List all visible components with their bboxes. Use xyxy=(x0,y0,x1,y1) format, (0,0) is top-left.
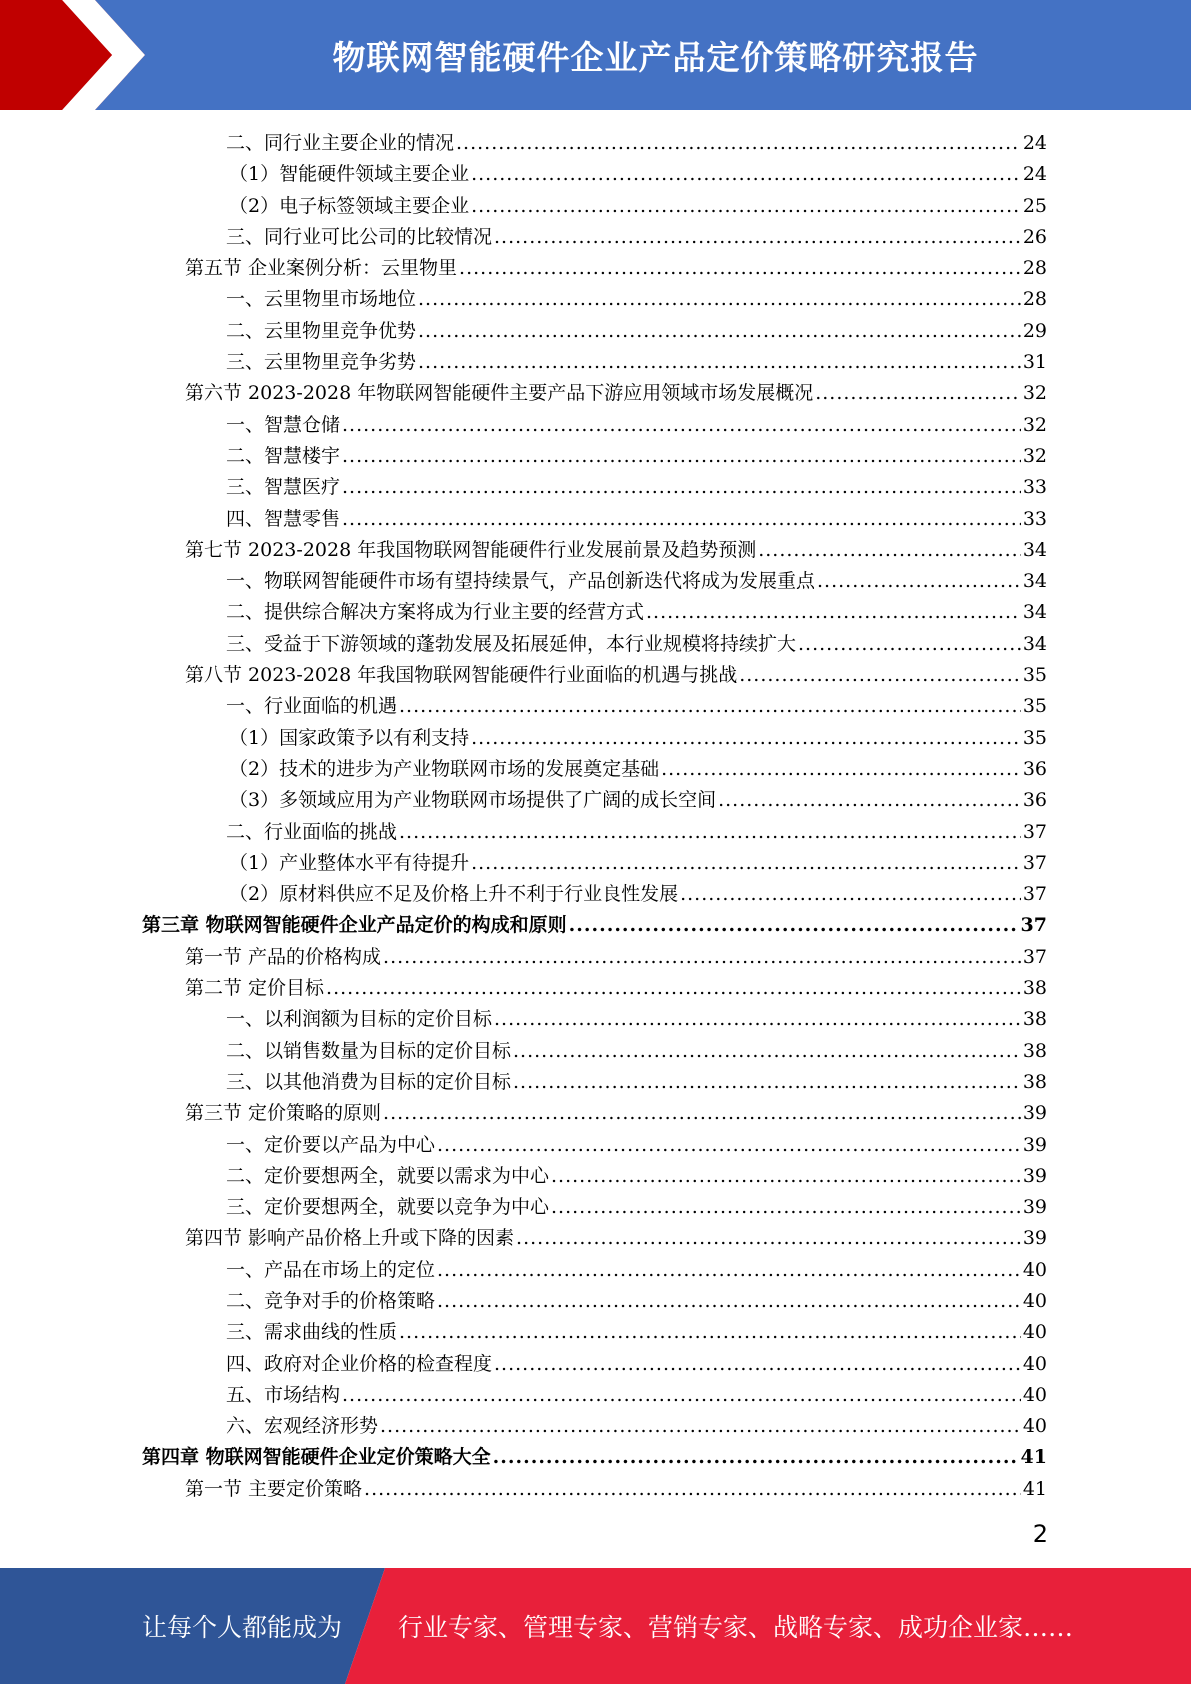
toc-dot-leader xyxy=(418,284,1021,315)
toc-dot-leader xyxy=(798,629,1021,660)
toc-entry-label: 三、定价要想两全，就要以竞争为中心 xyxy=(226,1196,550,1219)
toc-dot-leader xyxy=(459,253,1021,284)
toc-entry-label: 第一节 主要定价策略 xyxy=(185,1477,363,1500)
toc-entry[interactable] xyxy=(226,1317,1047,1348)
toc-entry-page: 35 xyxy=(1022,695,1047,718)
toc-entry-page: 41 xyxy=(1020,1446,1047,1469)
toc-entry-label: 第七节 2023-2028 年我国物联网智能硬件行业发展前景及趋势预测 xyxy=(185,538,757,561)
toc-entry-label: 二、定价要想两全，就要以需求为中心 xyxy=(226,1164,550,1187)
toc-entry-page: 41 xyxy=(1022,1477,1047,1500)
toc-dot-leader xyxy=(456,128,1021,159)
toc-dot-leader xyxy=(342,410,1021,441)
toc-entry-label: 三、受益于下游领域的蓬勃发展及拓展延伸，本行业规模将持续扩大 xyxy=(226,632,797,655)
toc-entry-page: 37 xyxy=(1022,820,1047,843)
toc-entry-label: 三、同行业可比公司的比较情况 xyxy=(226,225,493,248)
toc-entry-page: 32 xyxy=(1022,413,1047,436)
toc-entry-page: 34 xyxy=(1022,570,1047,593)
toc-entry-label: （3）多领域应用为产业物联网市场提供了广阔的成长空间 xyxy=(229,789,717,812)
toc-entry[interactable] xyxy=(226,504,1047,535)
toc-entry-label: 三、智慧医疗 xyxy=(226,476,341,499)
toc-entry[interactable] xyxy=(229,191,1047,222)
toc-entry-label: 二、提供综合解决方案将成为行业主要的经营方式 xyxy=(226,601,645,624)
toc-entry-page: 35 xyxy=(1022,664,1047,687)
toc-entry[interactable] xyxy=(226,1067,1047,1098)
toc-entry-page: 40 xyxy=(1022,1352,1047,1375)
toc-entry-label: 一、云里物里市场地位 xyxy=(226,288,417,311)
toc-entry-page: 38 xyxy=(1022,1070,1047,1093)
table-of-contents xyxy=(0,128,1191,1505)
toc-entry-label: （1）智能硬件领域主要企业 xyxy=(229,163,470,186)
toc-entry[interactable] xyxy=(226,629,1047,660)
toc-dot-leader xyxy=(513,1036,1021,1067)
toc-entry-label: 一、行业面临的机遇 xyxy=(226,695,398,718)
toc-entry-label: 六、宏观经济形势 xyxy=(226,1415,379,1438)
toc-entry-label: 二、以销售数量为目标的定价目标 xyxy=(226,1039,512,1062)
toc-entry-page: 40 xyxy=(1022,1383,1047,1406)
toc-entry[interactable] xyxy=(229,723,1047,754)
toc-entry[interactable] xyxy=(226,691,1047,722)
toc-entry[interactable] xyxy=(185,660,1047,691)
toc-entry-page: 39 xyxy=(1022,1102,1047,1125)
toc-dot-leader xyxy=(718,785,1021,816)
toc-entry-page: 24 xyxy=(1022,132,1047,154)
toc-entry-label: 第二节 定价目标 xyxy=(185,977,325,1000)
toc-entry-label: 三、需求曲线的性质 xyxy=(226,1321,398,1344)
toc-entry[interactable] xyxy=(185,1098,1047,1129)
toc-entry[interactable] xyxy=(142,1442,1047,1473)
toc-entry-label: （2）技术的进步为产业物联网市场的发展奠定基础 xyxy=(229,757,660,780)
toc-dot-leader xyxy=(383,942,1021,973)
toc-entry-page: 34 xyxy=(1022,601,1047,624)
toc-entry-page: 28 xyxy=(1022,257,1047,280)
toc-entry[interactable] xyxy=(226,1349,1047,1380)
toc-entry[interactable] xyxy=(226,1286,1047,1317)
toc-dot-leader xyxy=(680,879,1021,910)
toc-entry-label: 一、以利润额为目标的定价目标 xyxy=(226,1008,493,1031)
toc-entry[interactable] xyxy=(185,942,1047,973)
toc-dot-leader xyxy=(437,1130,1021,1161)
toc-entry-page: 25 xyxy=(1022,194,1047,217)
toc-dot-leader xyxy=(342,472,1021,503)
toc-dot-leader xyxy=(471,723,1021,754)
toc-entry-page: 33 xyxy=(1022,507,1047,530)
toc-entry-page: 34 xyxy=(1022,632,1047,655)
toc-dot-leader xyxy=(418,347,1021,378)
toc-entry[interactable] xyxy=(226,222,1047,253)
toc-entry-page: 29 xyxy=(1022,319,1047,342)
toc-dot-leader xyxy=(399,817,1021,848)
footer-band xyxy=(0,1568,1191,1684)
page-number: 2 xyxy=(1032,1520,1048,1548)
toc-entry-label: 四、智慧零售 xyxy=(226,507,341,530)
toc-entry-label: （1）产业整体水平有待提升 xyxy=(229,851,470,874)
toc-entry-label: （1）国家政策予以有利支持 xyxy=(229,726,470,749)
toc-entry[interactable] xyxy=(229,848,1047,879)
toc-entry-label: 第四章 物联网智能硬件企业定价策略大全 xyxy=(142,1446,491,1469)
toc-dot-leader xyxy=(418,316,1021,347)
toc-entry-label: （2）原材料供应不足及价格上升不利于行业良性发展 xyxy=(229,883,679,906)
toc-entry-label: （2）电子标签领域主要企业 xyxy=(229,194,470,217)
toc-entry-label: 第三节 定价策略的原则 xyxy=(185,1102,382,1125)
toc-entry-page: 40 xyxy=(1022,1415,1047,1438)
toc-entry-label: 三、云里物里竞争劣势 xyxy=(226,351,417,374)
toc-entry[interactable] xyxy=(226,472,1047,503)
toc-dot-leader xyxy=(494,1004,1021,1035)
toc-dot-leader xyxy=(399,691,1021,722)
footer-slogan-left: 让每个人都能成为 xyxy=(142,1613,343,1642)
toc-entry-label: 五、市场结构 xyxy=(226,1383,341,1406)
toc-entry-label: 二、智慧楼宇 xyxy=(226,444,341,467)
toc-dot-leader xyxy=(380,1411,1021,1442)
toc-entry[interactable] xyxy=(226,1161,1047,1192)
toc-dot-leader xyxy=(739,660,1021,691)
toc-dot-leader xyxy=(551,1161,1021,1192)
toc-entry[interactable] xyxy=(226,1130,1047,1161)
toc-entry-page: 39 xyxy=(1022,1227,1047,1250)
toc-entry-page: 37 xyxy=(1020,914,1047,937)
toc-dot-leader xyxy=(569,910,1019,941)
toc-dot-leader xyxy=(326,973,1021,1004)
toc-dot-leader xyxy=(471,191,1021,222)
toc-dot-leader xyxy=(364,1474,1021,1505)
footer-slogan-right: 行业专家、管理专家、营销专家、战略专家、成功企业家…… xyxy=(398,1613,1074,1642)
header-chevron-decoration xyxy=(0,0,160,110)
toc-entry-page: 40 xyxy=(1022,1258,1047,1281)
toc-entry[interactable] xyxy=(226,128,1047,159)
toc-entry-label: 一、智慧仓储 xyxy=(226,413,341,436)
toc-entry[interactable] xyxy=(226,1380,1047,1411)
toc-entry[interactable] xyxy=(142,910,1047,941)
toc-entry[interactable] xyxy=(229,785,1047,816)
toc-entry-label: 第一节 产品的价格构成 xyxy=(185,945,382,968)
toc-entry[interactable] xyxy=(226,1004,1047,1035)
toc-entry-page: 39 xyxy=(1022,1164,1047,1187)
toc-entry[interactable] xyxy=(229,754,1047,785)
toc-entry-page: 35 xyxy=(1022,726,1047,749)
toc-entry-page: 38 xyxy=(1022,977,1047,1000)
toc-dot-leader xyxy=(342,504,1021,535)
toc-entry-label: 一、定价要以产品为中心 xyxy=(226,1133,436,1156)
toc-entry[interactable] xyxy=(226,410,1047,441)
toc-dot-leader xyxy=(513,1067,1021,1098)
toc-entry[interactable] xyxy=(185,1474,1047,1505)
header-band xyxy=(0,0,1191,110)
toc-entry-page: 36 xyxy=(1022,757,1047,780)
toc-entry[interactable] xyxy=(226,1411,1047,1442)
toc-entry[interactable] xyxy=(226,1192,1047,1223)
toc-entry-page: 38 xyxy=(1022,1039,1047,1062)
toc-entry-label: 第六节 2023-2028 年物联网智能硬件主要产品下游应用领域市场发展概况 xyxy=(185,382,814,405)
toc-entry-page: 39 xyxy=(1022,1133,1047,1156)
toc-entry-page: 28 xyxy=(1022,288,1047,311)
toc-entry-label: 第八节 2023-2028 年我国物联网智能硬件行业面临的机遇与挑战 xyxy=(185,664,738,687)
toc-entry-label: 第三章 物联网智能硬件企业产品定价的构成和原则 xyxy=(142,914,567,937)
toc-entry[interactable] xyxy=(226,316,1047,347)
toc-dot-leader xyxy=(815,378,1021,409)
toc-entry-page: 40 xyxy=(1022,1289,1047,1312)
toc-entry-label: 二、竞争对手的价格策略 xyxy=(226,1289,436,1312)
toc-dot-leader xyxy=(758,535,1021,566)
toc-entry-page: 34 xyxy=(1022,538,1047,561)
toc-dot-leader xyxy=(646,597,1021,628)
toc-entry-label: 二、行业面临的挑战 xyxy=(226,820,398,843)
toc-entry-page: 37 xyxy=(1022,851,1047,874)
toc-dot-leader xyxy=(471,848,1021,879)
toc-entry-label: 第四节 影响产品价格上升或下降的因素 xyxy=(185,1227,515,1250)
toc-entry-page: 33 xyxy=(1022,476,1047,499)
report-title: 物联网智能硬件企业产品定价策略研究报告 xyxy=(332,37,979,77)
toc-entry[interactable] xyxy=(229,879,1047,910)
toc-entry-page: 38 xyxy=(1022,1008,1047,1031)
toc-entry-page: 37 xyxy=(1022,945,1047,968)
toc-entry[interactable] xyxy=(226,566,1047,597)
toc-entry[interactable] xyxy=(229,159,1047,190)
toc-entry[interactable] xyxy=(226,597,1047,628)
toc-entry-label: 二、同行业主要企业的情况 xyxy=(226,132,455,154)
toc-entry-label: 一、物联网智能硬件市场有望持续景气，产品创新迭代将成为发展重点 xyxy=(226,570,816,593)
toc-dot-leader xyxy=(516,1223,1021,1254)
toc-dot-leader xyxy=(551,1192,1021,1223)
toc-entry[interactable] xyxy=(185,535,1047,566)
toc-dot-leader xyxy=(342,1380,1021,1411)
toc-entry[interactable] xyxy=(185,253,1047,284)
toc-dot-leader xyxy=(494,222,1021,253)
toc-entry[interactable] xyxy=(226,284,1047,315)
toc-dot-leader xyxy=(383,1098,1021,1129)
toc-entry-page: 37 xyxy=(1022,883,1047,906)
toc-entry-page: 32 xyxy=(1022,382,1047,405)
toc-entry[interactable] xyxy=(185,1223,1047,1254)
toc-entry-label: 第五节 企业案例分析：云里物里 xyxy=(185,257,458,280)
toc-entry-page: 31 xyxy=(1022,351,1047,374)
toc-entry-page: 39 xyxy=(1022,1196,1047,1219)
toc-entry[interactable] xyxy=(226,347,1047,378)
toc-dot-leader xyxy=(437,1255,1021,1286)
toc-dot-leader xyxy=(437,1286,1021,1317)
toc-entry-page: 36 xyxy=(1022,789,1047,812)
toc-dot-leader xyxy=(471,159,1021,190)
toc-entry-page: 26 xyxy=(1022,225,1047,248)
toc-entry-page: 24 xyxy=(1022,163,1047,186)
toc-entry[interactable] xyxy=(226,817,1047,848)
toc-entry[interactable] xyxy=(185,973,1047,1004)
toc-dot-leader xyxy=(494,1349,1021,1380)
toc-entry[interactable] xyxy=(226,441,1047,472)
toc-dot-leader xyxy=(399,1317,1021,1348)
toc-entry[interactable] xyxy=(185,378,1047,409)
toc-dot-leader xyxy=(342,441,1021,472)
toc-entry-label: 二、云里物里竞争优势 xyxy=(226,319,417,342)
toc-dot-leader xyxy=(817,566,1021,597)
toc-entry-page: 32 xyxy=(1022,444,1047,467)
toc-entry-page: 40 xyxy=(1022,1321,1047,1344)
toc-dot-leader xyxy=(493,1442,1019,1473)
toc-entry-label: 四、政府对企业价格的检查程度 xyxy=(226,1352,493,1375)
toc-dot-leader xyxy=(661,754,1021,785)
toc-entry[interactable] xyxy=(226,1036,1047,1067)
toc-entry[interactable] xyxy=(226,1255,1047,1286)
toc-entry-label: 一、产品在市场上的定位 xyxy=(226,1258,436,1281)
toc-entry-label: 三、以其他消费为目标的定价目标 xyxy=(226,1070,512,1093)
